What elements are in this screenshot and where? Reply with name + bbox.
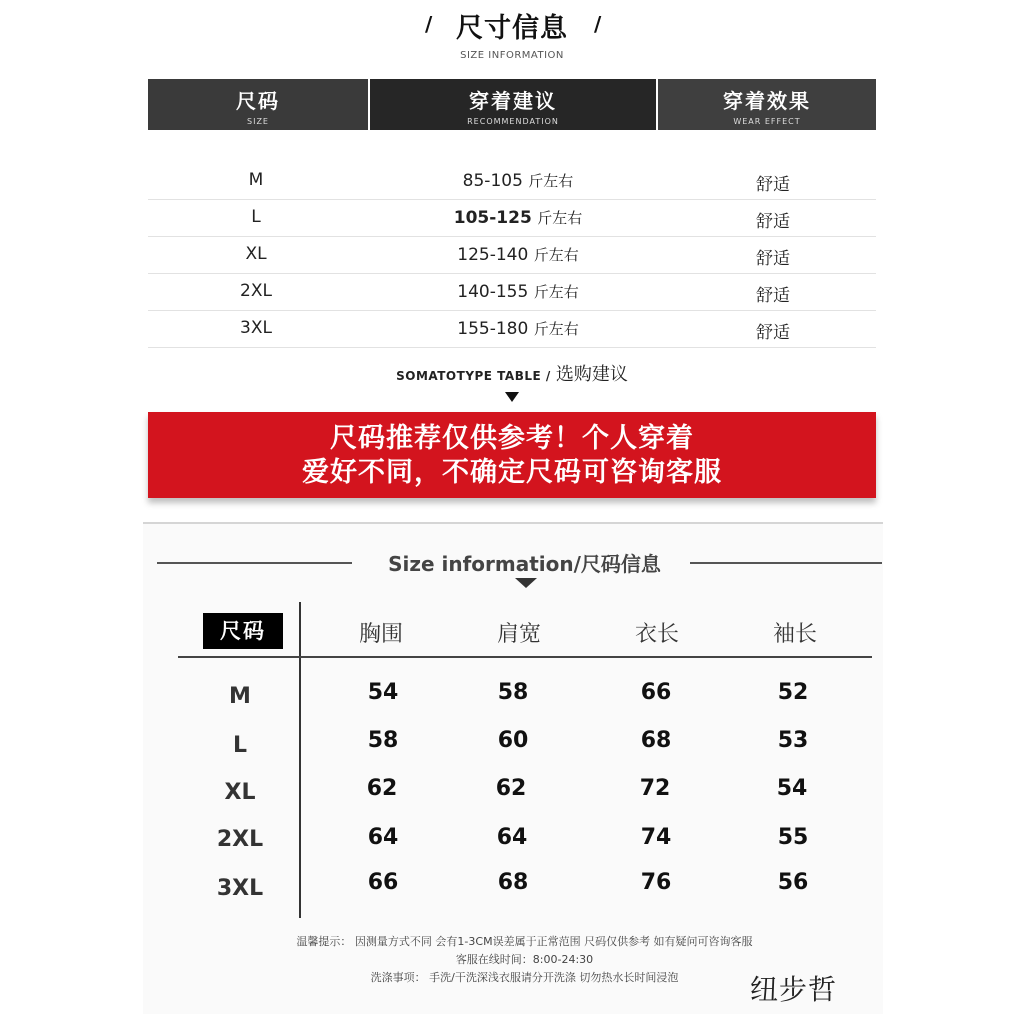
row-size: XL <box>245 244 267 264</box>
notice-banner <box>148 412 876 498</box>
header-cell-sublabel: WEAR EFFECT <box>733 117 801 126</box>
recommend-row <box>148 162 876 200</box>
row-effect: 舒适 <box>756 212 790 232</box>
cell-chest: 66 <box>367 870 399 895</box>
cell-length: 76 <box>640 870 672 895</box>
cell-length: 68 <box>640 728 672 753</box>
care-notes <box>0 933 1024 987</box>
somatotype-caption <box>0 360 1024 386</box>
cell-length: 74 <box>640 825 672 850</box>
row-effect: 舒适 <box>756 175 790 195</box>
cell-length: 72 <box>639 776 671 801</box>
row-size: 2XL <box>240 281 272 301</box>
table-horizontal-divider <box>178 656 872 658</box>
row-weight-range <box>388 318 648 339</box>
header-cell-label: 穿着效果 <box>723 89 811 113</box>
row-effect: 舒适 <box>756 249 790 269</box>
size-label-badge: 尺码 <box>203 613 283 649</box>
col-header-shoulder: 肩宽 <box>496 622 541 647</box>
cell-shoulder: 68 <box>497 870 529 895</box>
col-header-length: 衣长 <box>634 622 679 647</box>
recommend-row <box>148 199 876 237</box>
header-cell-recommendation <box>370 79 656 130</box>
row-size: M <box>229 684 251 709</box>
cell-shoulder: 62 <box>495 776 527 801</box>
cell-sleeve: 54 <box>776 776 808 801</box>
cell-chest: 62 <box>366 776 398 801</box>
range-unit: 斤左右 <box>533 283 579 301</box>
somatotype-en: SOMATOTYPE TABLE / <box>396 369 551 383</box>
page-subtitle: SIZE INFORMATION <box>460 50 564 61</box>
row-size: XL <box>224 780 256 805</box>
cell-length: 66 <box>640 680 672 705</box>
col-header-chest: 胸围 <box>358 622 403 647</box>
recommend-row <box>148 273 876 311</box>
range-value: 155-180 <box>457 319 529 339</box>
table-vertical-divider <box>299 602 301 918</box>
row-size: 3XL <box>216 876 264 901</box>
cell-shoulder: 58 <box>497 680 529 705</box>
row-size: M <box>248 170 264 190</box>
down-triangle-icon <box>515 578 537 588</box>
header-cell-sublabel: RECOMMENDATION <box>467 117 559 126</box>
row-weight-range <box>388 281 648 302</box>
range-unit: 斤左右 <box>533 320 579 338</box>
cell-chest: 64 <box>367 825 399 850</box>
range-value: 125-140 <box>457 245 529 265</box>
row-effect: 舒适 <box>756 286 790 306</box>
range-unit: 斤左右 <box>537 209 583 227</box>
notes-line-3: 洗涤事项： 手洗/干洗深浅衣服请分开洗涤 切勿热水长时间浸泡 <box>370 971 679 984</box>
cell-sleeve: 56 <box>777 870 809 895</box>
notes-line-2: 客服在线时间：8:00-24:30 <box>455 953 594 966</box>
row-size: L <box>232 733 248 758</box>
recommend-row <box>148 310 876 348</box>
row-size: L <box>251 207 261 227</box>
col-header-sleeve: 袖长 <box>772 622 817 647</box>
header-cell-wear-effect <box>658 79 876 130</box>
range-unit: 斤左右 <box>528 172 574 190</box>
notes-line-1: 温馨提示： 因测量方式不同 会有1-3CM误差属于正常范围 尺码仅供参考 如有疑问可咨询客服 <box>296 935 753 948</box>
row-weight-range <box>388 207 648 228</box>
header-cell-sublabel: SIZE <box>247 117 269 126</box>
recommend-row <box>148 236 876 274</box>
row-weight-range <box>388 170 648 191</box>
header-cell-size <box>148 79 368 130</box>
row-effect: 舒适 <box>756 323 790 343</box>
down-triangle-icon <box>505 392 519 402</box>
cell-sleeve: 53 <box>777 728 809 753</box>
header-cell-label: 尺码 <box>236 89 280 113</box>
size-info-title: Size information/尺码信息 <box>388 552 661 576</box>
header-cell-label: 穿着建议 <box>469 89 557 113</box>
row-size: 3XL <box>240 318 272 338</box>
page-title: 尺寸信息 <box>456 13 568 44</box>
cell-shoulder: 60 <box>497 728 529 753</box>
range-unit: 斤左右 <box>533 246 579 264</box>
title-slash-right: / <box>594 12 602 36</box>
range-value: 140-155 <box>457 282 529 302</box>
cell-sleeve: 55 <box>777 825 809 850</box>
cell-chest: 58 <box>367 728 399 753</box>
range-value: 105-125 <box>453 208 532 228</box>
banner-line-2: 爱好不同，不确定尺码可咨询客服 <box>302 457 722 488</box>
row-size: 2XL <box>216 827 264 852</box>
range-value: 85-105 <box>462 171 523 191</box>
cell-shoulder: 64 <box>496 825 528 850</box>
banner-line-1: 尺码推荐仅供参考！个人穿着 <box>330 423 694 454</box>
title-slash-left: / <box>425 12 433 36</box>
row-weight-range <box>388 244 648 265</box>
brand-watermark: 纽步哲 <box>750 973 838 1006</box>
somatotype-cn: 选购建议 <box>555 364 628 385</box>
cell-sleeve: 52 <box>777 680 809 705</box>
cell-chest: 54 <box>367 680 399 705</box>
